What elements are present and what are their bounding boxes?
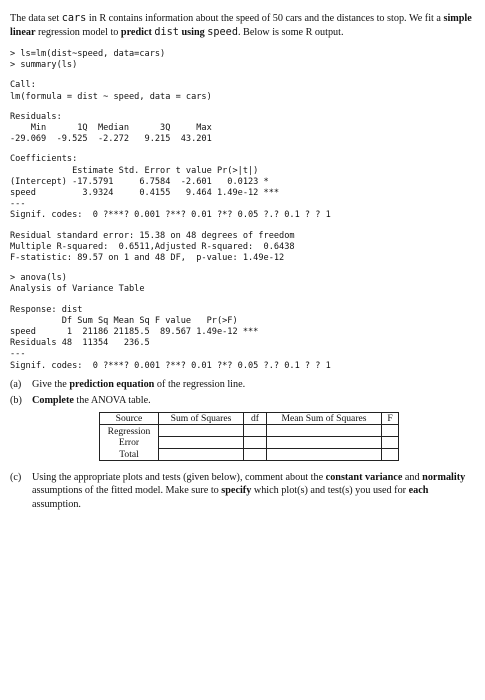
r-code-anova: > anova(ls) Analysis of Variance Table [10,273,145,295]
intro-text: regression model to [35,26,121,38]
cell-blank[interactable] [244,437,267,449]
row-label-total: Total [100,449,159,461]
question-bold: Complete [32,395,74,407]
header-f: F [382,413,399,425]
question-text-part: which plot(s) and test(s) you used for [251,485,409,497]
cell-blank[interactable] [382,425,399,437]
header-sum-of-squares: Sum of Squares [159,413,244,425]
cell-blank[interactable] [159,425,244,437]
cell-blank[interactable] [159,449,244,461]
question-a [10,378,475,391]
intro-text: in R contains information about the speed of 50 cars and the distances to stop. We fit a [86,13,444,24]
question-text [32,394,475,407]
cell-blank[interactable] [267,449,382,461]
question-label: (a) [10,378,22,390]
question-text-part: assumptions of the fitted model. Make sure to [32,485,222,497]
cell-blank[interactable] [267,437,382,449]
question-text-part: Using the appropriate plots and tests (given below), comment about the [32,472,326,484]
row-label-regression: Regression [100,425,159,437]
intro-bold: predict [120,26,152,38]
question-bold: constant variance [325,472,403,484]
question-c [10,471,475,511]
anova-header-row [100,413,399,425]
cell-blank[interactable] [382,437,399,449]
dataset-name: cars [61,13,87,24]
question-text-part: of the regression line. [154,378,246,390]
header-mean-sum-of-squares: Mean Sum of Squares [267,413,382,425]
question-bold: each [408,485,429,497]
question-b [10,394,475,407]
r-output-call: Call: lm(formula = dist ~ speed, data = cars) [10,80,212,102]
header-source: Source [100,413,159,425]
question-text-part: assumption. [32,498,81,510]
anova-row-error [100,437,399,449]
intro-bold: using [181,26,205,38]
intro-paragraph [10,12,475,39]
question-label: (c) [10,472,22,484]
intro-text: The data set [10,13,62,24]
cell-blank[interactable] [267,425,382,437]
question-bold: prediction equation [69,378,155,390]
anova-row-regression [100,425,399,437]
anova-row-total [100,449,399,461]
question-label: (b) [10,395,22,407]
r-output-residuals: Residuals: Min 1Q Median 3Q Max -29.069 -9.525 -2.272 9.215 43.201 [10,111,212,145]
question-text-part: the ANOVA table. [73,395,151,407]
cell-blank[interactable] [382,449,399,461]
question-text-part: and [402,472,423,484]
r-output-model-fit: Residual standard error: 15.38 on 48 degrees of freedom Multiple R-squared: 0.6511,Adjusted R-squared: 0.6438 F-statistic: 89.57 on 1 and 48 DF, p-value: 1.49e-12 [10,230,295,264]
row-label-error: Error [100,437,159,449]
intro-text: . Below is some R output. [237,26,344,38]
question-text [32,378,475,391]
variable-dist: dist [154,26,179,38]
r-code-lm-summary: > ls=lm(dist~speed, data=cars) > summary(ls) [10,49,166,71]
question-text-part: Give the [32,378,70,390]
anova-blank-table [99,412,399,461]
variable-speed: speed [207,26,238,38]
question-text [32,471,475,511]
r-output-anova-table: Response: dist Df Sum Sq Mean Sq F value Pr(>F) speed 1 21186 21185.5 89.567 1.49e-12 *** Residuals 48 11354 236.5 --- Signif. codes: 0 ?***? 0.001 ?**? 0.01 ?*? 0.05 ?.? 0.1 ? ? 1 [10,304,331,371]
intro-bold: simple linear [10,13,472,38]
header-df: df [244,413,267,425]
question-bold: specify [221,485,252,497]
question-bold: normality [422,472,466,484]
cell-blank[interactable] [159,437,244,449]
cell-blank[interactable] [244,449,267,461]
cell-blank[interactable] [244,425,267,437]
r-output-coefficients: Coefficients: Estimate Std. Error t value Pr(>|t|) (Intercept) -17.5791 6.7584 -2.601 0.0123 * speed 3.9324 0.4155 9.464 1.49e-12 *** --- Signif. codes: 0 ?***? 0.001 ?**? 0.01 ?*? 0.05 ?.? 0.1 ? ? 1 [10,154,331,221]
